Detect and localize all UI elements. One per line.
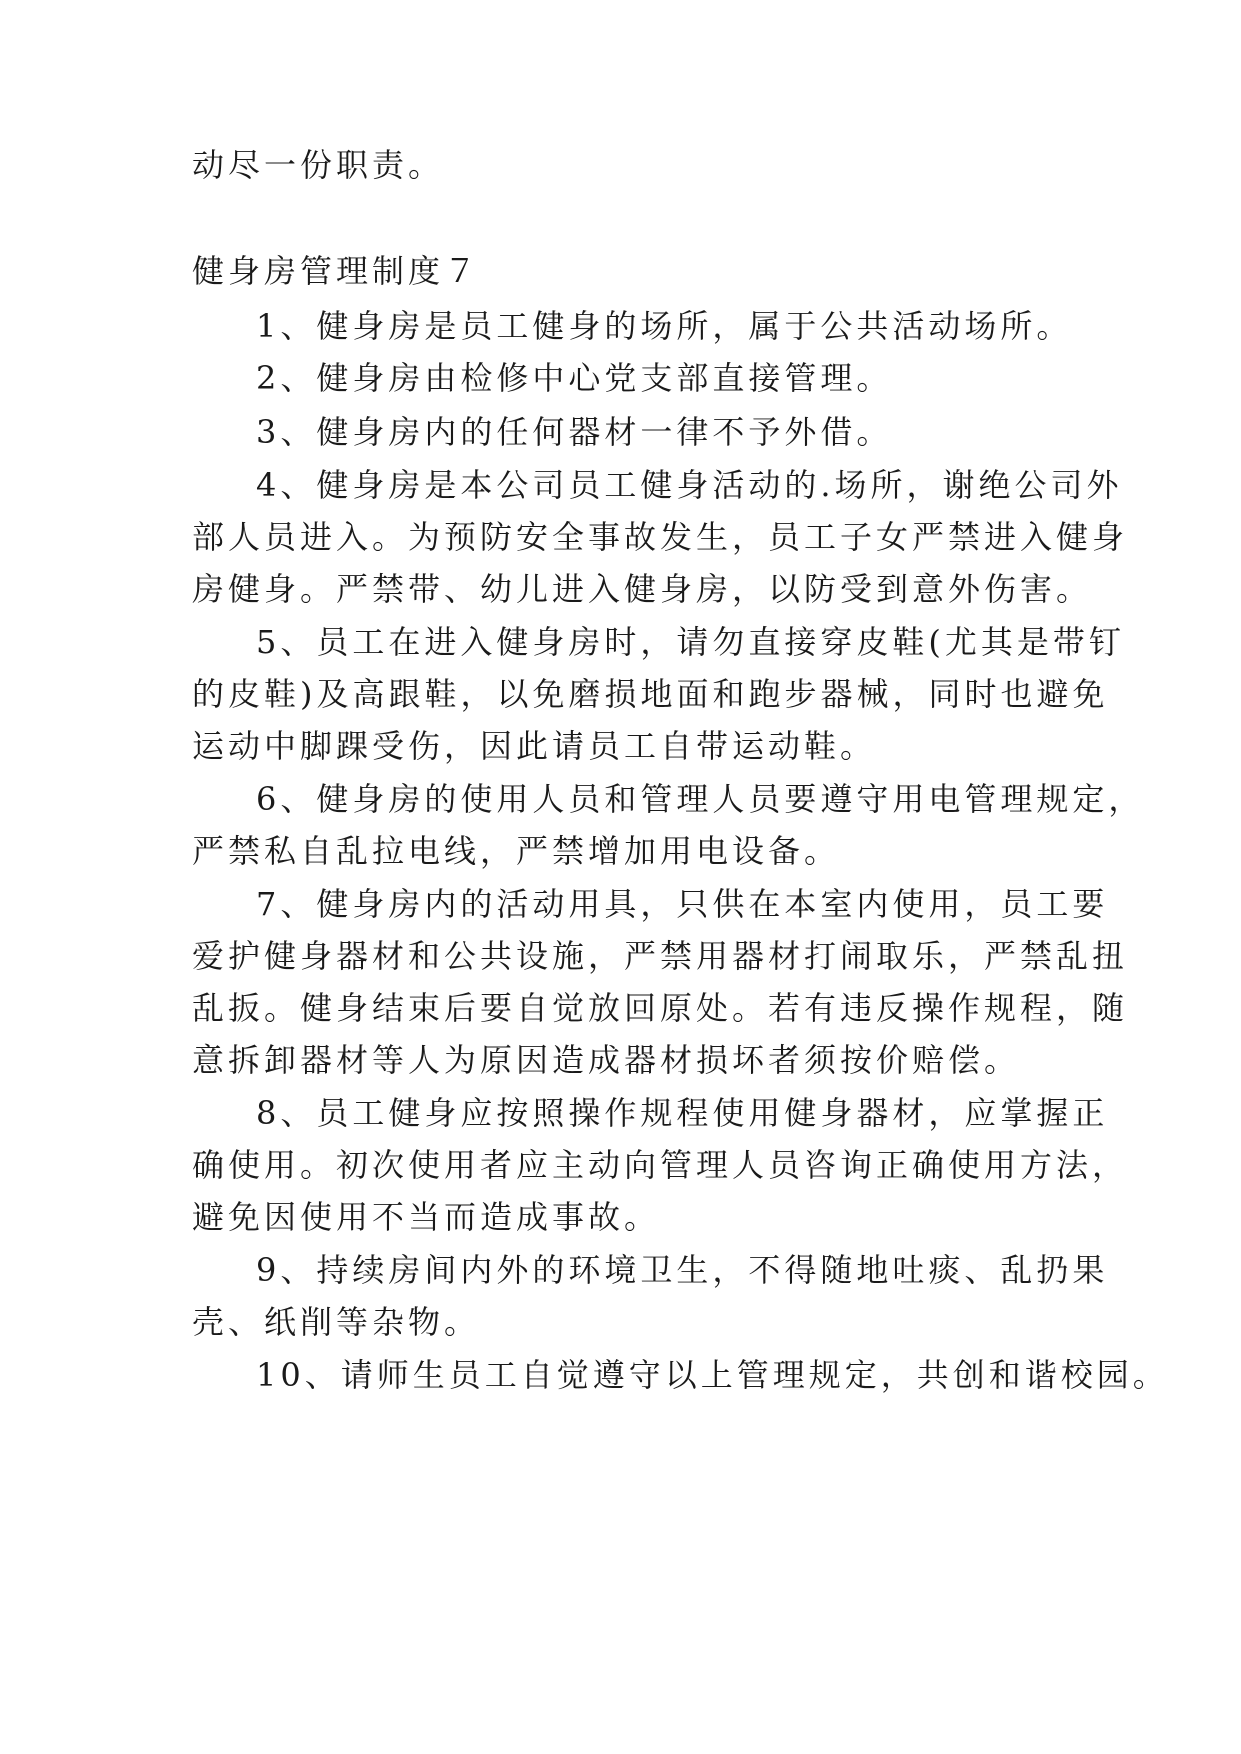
list-item-9-line-1: 9、持续房间内外的环境卫生，不得随地吐痰、乱扔果	[256, 1251, 1109, 1289]
list-item-9-line-2: 壳、纸削等杂物。	[192, 1303, 481, 1341]
list-item-8-line-3: 避免因使用不当而造成事故。	[192, 1198, 661, 1236]
list-item-7-line-3: 乱扳。健身结束后要自觉放回原处。若有违反操作规程，随	[192, 989, 1129, 1027]
list-item-2-line-1: 2、健身房由检修中心党支部直接管理。	[256, 359, 893, 397]
list-item-7-line-4: 意拆卸器材等人为原因造成器材损坏者须按价赔偿。	[192, 1041, 1021, 1079]
list-item-5-line-1: 5、员工在进入健身房时，请勿直接穿皮鞋(尤其是带钉	[256, 623, 1125, 661]
continuation-text: 动尽一份职责。	[192, 146, 445, 184]
list-item-1-line-1: 1、健身房是员工健身的场所，属于公共活动场所。	[256, 307, 1073, 345]
list-item-7-line-1: 7、健身房内的活动用具，只供在本室内使用，员工要	[256, 885, 1109, 923]
list-item-4-line-3: 房健身。严禁带、幼儿进入健身房，以防受到意外伤害。	[192, 570, 1093, 608]
list-item-5-line-3: 运动中脚踝受伤，因此请员工自带运动鞋。	[192, 727, 877, 765]
list-item-7-line-2: 爱护健身器材和公共设施，严禁用器材打闹取乐，严禁乱扭	[192, 937, 1129, 975]
list-item-8-line-2: 确使用。初次使用者应主动向管理人员咨询正确使用方法，	[192, 1146, 1129, 1184]
list-item-4-line-2: 部人员进入。为预防安全事故发生，员工子女严禁进入健身	[192, 518, 1129, 556]
list-item-6-line-2: 严禁私自乱拉电线，严禁增加用电设备。	[192, 832, 841, 870]
list-item-5-line-2: 的皮鞋)及高跟鞋，以免磨损地面和跑步器械，同时也避免	[192, 675, 1109, 713]
section-title: 健身房管理制度７	[192, 252, 481, 290]
list-item-10-line-1: 10、请师生员工自觉遵守以上管理规定，共创和谐校园。	[256, 1356, 1169, 1394]
list-item-6-line-1: 6、健身房的使用人员和管理人员要遵守用电管理规定，	[256, 780, 1145, 818]
list-item-8-line-1: 8、员工健身应按照操作规程使用健身器材，应掌握正	[256, 1094, 1109, 1132]
list-item-4-line-1: 4、健身房是本公司员工健身活动的.场所，谢绝公司外	[256, 466, 1123, 504]
list-item-3-line-1: 3、健身房内的任何器材一律不予外借。	[256, 413, 893, 451]
